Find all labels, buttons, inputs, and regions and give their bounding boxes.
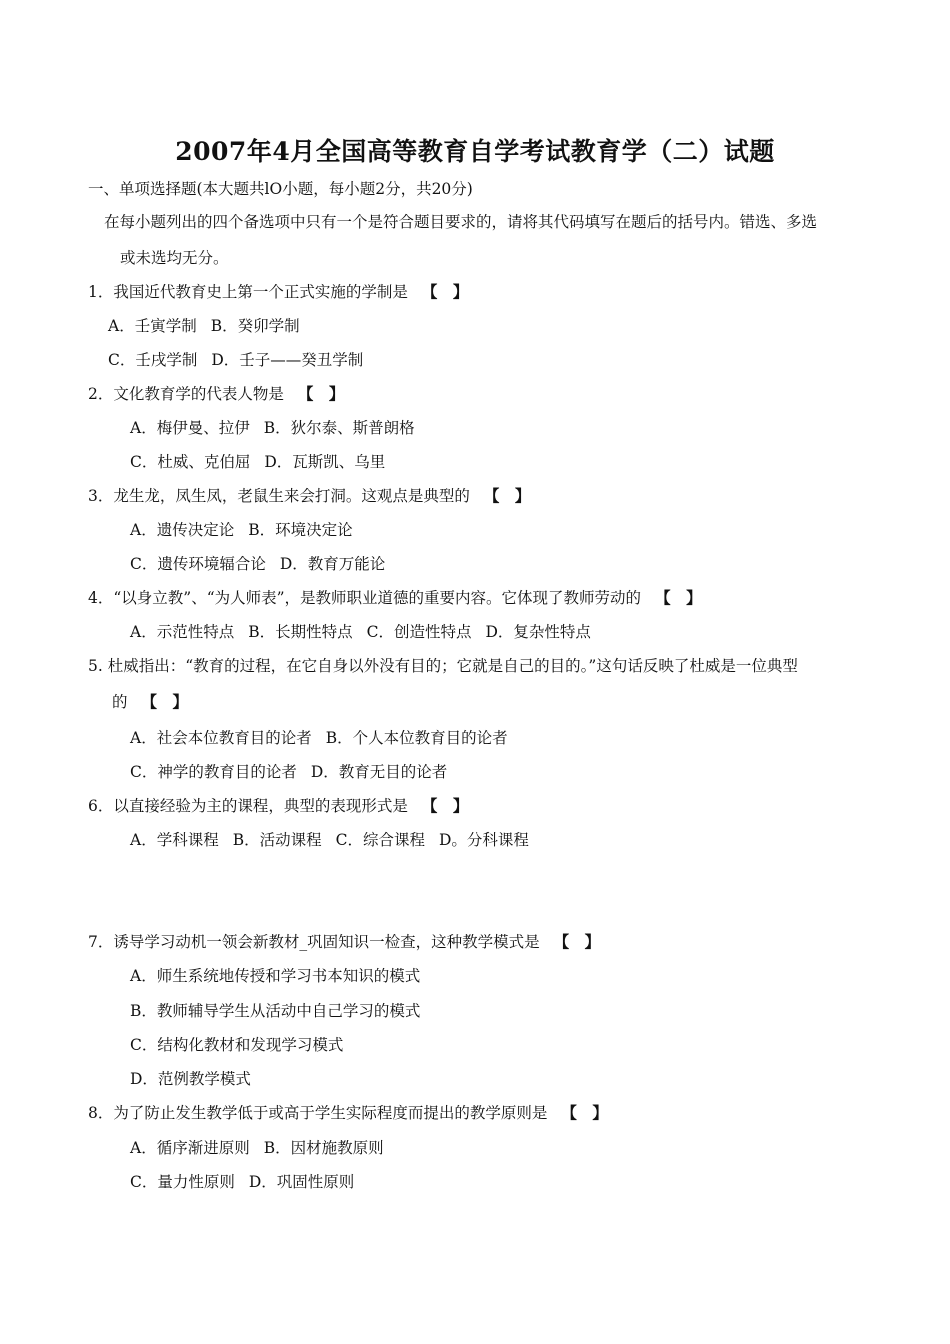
- options-row: [108, 316, 300, 336]
- options-row: [130, 554, 385, 574]
- question-5-continued: [112, 692, 188, 712]
- options-row: [130, 418, 415, 438]
- options-row: [130, 1138, 384, 1158]
- option-a: A．循序渐进原则: [130, 1139, 250, 1157]
- options-row: [130, 452, 385, 472]
- question-stem-continued: 的: [112, 693, 128, 711]
- option-c: C．神学的教育目的论者: [130, 763, 297, 781]
- option-b: B．环境决定论: [248, 521, 353, 539]
- question-stem: 7．诱导学习动机一领会新教材_巩固知识一检查，这种教学模式是: [88, 933, 540, 951]
- answer-bracket: 【 】: [561, 1103, 608, 1122]
- option-a: A．社会本位教育目的论者: [130, 729, 312, 747]
- options-row: [130, 622, 591, 642]
- option-c: C．结构化教材和发现学习模式: [130, 1036, 344, 1054]
- question-3: [88, 486, 530, 506]
- option-b: B．教师辅导学生从活动中自己学习的模式: [130, 1002, 421, 1020]
- options-row: [130, 520, 353, 540]
- question-5: [88, 656, 798, 676]
- option-b: B．癸卯学制: [210, 317, 300, 335]
- question-stem: 8．为了防止发生教学低于或高于学生实际程度而提出的教学原则是: [88, 1104, 548, 1122]
- option-d: D．范例教学模式: [130, 1070, 251, 1088]
- option-d: D．巩固性原则: [248, 1173, 355, 1191]
- option-c: C．遗传环境辐合论: [130, 555, 266, 573]
- option-c: C．综合课程: [335, 831, 425, 849]
- option-c: C．量力性原则: [130, 1173, 235, 1191]
- option-b: B．活动课程: [232, 831, 322, 849]
- option-a: A．师生系统地传授和学习书本知识的模式: [130, 967, 421, 985]
- question-6: [88, 796, 468, 816]
- option-d: D。分科课程: [438, 831, 529, 849]
- option-d: D．壬子——癸丑学制: [211, 351, 364, 369]
- question-stem: 2．文化教育学的代表人物是: [88, 385, 284, 403]
- option-b: B．狄尔泰、斯普朗格: [263, 419, 415, 437]
- option-b: B．个人本位教育目的论者: [325, 729, 508, 747]
- option-a: A．示范性特点: [130, 623, 235, 641]
- question-4: [88, 588, 702, 608]
- question-stem: 1．我国近代教育史上第一个正式实施的学制是: [88, 283, 408, 301]
- section-heading: 一、单项选择题(本大题共lO小题，每小题2分，共20分): [88, 180, 473, 198]
- option-c: C．创造性特点: [366, 623, 472, 641]
- option-c: C．杜威、克伯屈: [130, 453, 251, 471]
- option-a: A．遗传决定论: [130, 521, 235, 539]
- answer-bracket: 【 】: [297, 384, 345, 403]
- question-2: [88, 384, 344, 404]
- options-row: [130, 830, 529, 850]
- option-d: D．瓦斯凯、乌里: [264, 453, 386, 471]
- option-b: B．因材施教原则: [263, 1139, 384, 1157]
- option-a: A．学科课程: [130, 831, 219, 849]
- option-c: C．壬戌学制: [108, 351, 198, 369]
- instruction-line-1: 在每小题列出的四个备选项中只有一个是符合题目要求的，请将其代码填写在题后的括号内。错选、多选: [104, 213, 818, 231]
- question-stem: 5. 杜威指出：“教育的过程，在它自身以外没有目的；它就是自己的目的。”这句话反映了杜威是一位典型: [88, 657, 798, 675]
- option-d: D．教育无目的论者: [310, 763, 448, 781]
- question-stem: 3．龙生龙，凤生凤，老鼠生来会打洞。这观点是典型的: [88, 487, 470, 505]
- question-8: [88, 1103, 608, 1123]
- options-row: [130, 1172, 354, 1192]
- options-row: [130, 762, 447, 782]
- instruction-line-2: 或未选均无分。: [120, 249, 229, 267]
- question-stem: 4．“以身立教”、“为人师表”，是教师职业道德的重要内容。它体现了教师劳动的: [88, 589, 642, 607]
- options-row: [130, 728, 508, 748]
- question-stem: 6．以直接经验为主的课程，典型的表现形式是: [88, 797, 408, 815]
- options-row: [108, 350, 363, 370]
- answer-bracket: 【 】: [655, 588, 702, 607]
- question-1: [88, 282, 468, 302]
- option-b: B．长期性特点: [248, 623, 353, 641]
- answer-bracket: 【 】: [553, 932, 601, 951]
- question-7: [88, 932, 600, 952]
- answer-bracket: 【 】: [421, 796, 469, 815]
- option-a: A．梅伊曼、拉伊: [130, 419, 250, 437]
- exam-title: 2007年4月全国高等教育自学考试教育学（二）试题: [175, 137, 775, 166]
- option-d: D．教育万能论: [279, 555, 386, 573]
- answer-bracket: 【 】: [421, 282, 469, 301]
- option-a: A．壬寅学制: [108, 317, 197, 335]
- option-d: D．复杂性特点: [485, 623, 591, 641]
- answer-bracket: 【 】: [141, 692, 189, 711]
- answer-bracket: 【 】: [483, 486, 531, 505]
